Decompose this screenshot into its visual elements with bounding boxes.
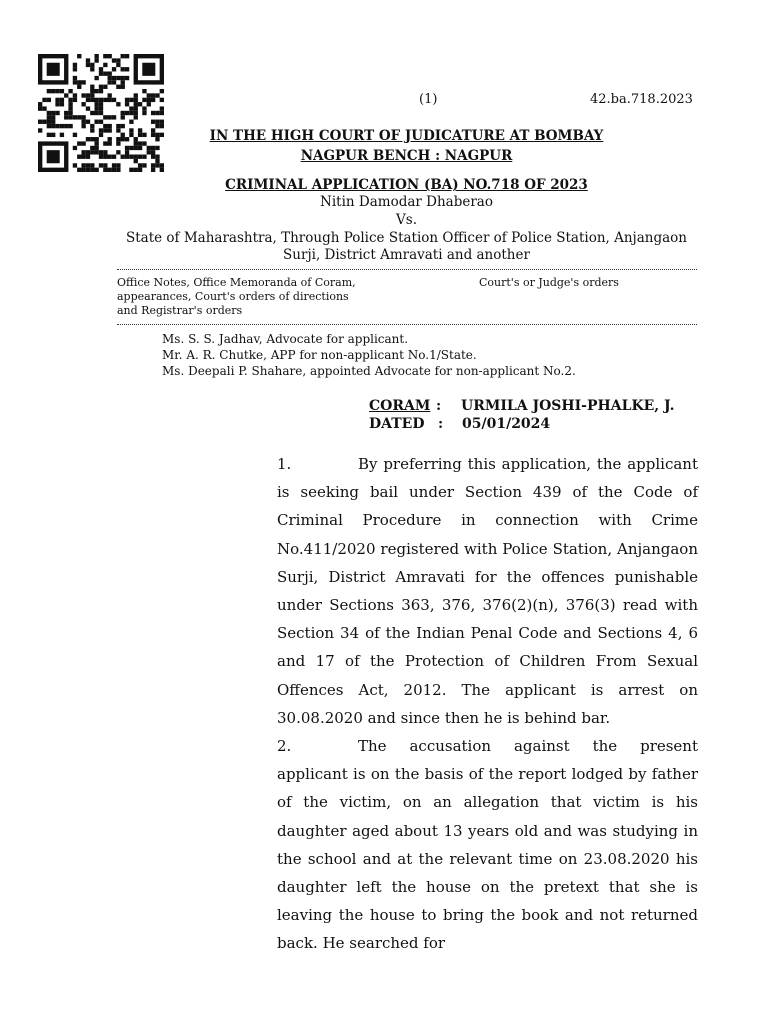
coram-separator: :: [436, 398, 442, 414]
office-notes-heading: [117, 276, 356, 318]
paragraph-number: 2.: [277, 737, 292, 756]
coram-label-text: CORAM: [369, 398, 431, 414]
bench-name: NAGPUR BENCH : NAGPUR: [300, 148, 513, 164]
advocate-line: Ms. Deepali P. Shahare, appointed Advocate for non-applicant No.2.: [162, 364, 576, 378]
dated-label: DATED: [369, 416, 425, 432]
applicant-name: Nitin Damodar Dhaberao: [320, 194, 493, 210]
divider-top: [117, 269, 697, 270]
paragraph: [277, 450, 698, 732]
paragraph-number: 1.: [277, 455, 292, 473]
office-notes-line-3: and Registrar's orders: [117, 304, 243, 317]
order-date: 05/01/2024: [462, 416, 551, 432]
paragraph-text: By preferring this application, the applicant is seeking bail under Section 439 of the Code of Criminal Procedure in connection with Crime No.411/2020 registered with Police Station, Anjangaon Surji, District Amravati for the offences punishable under Sections 363, 376, 376(2)(n), 376(3) read with Section 34 of the Indian Penal Code and Sections 4, 6 and 17 of the Protection of Children From Sexual Offences Act, 2012. The applicant is arrest on 30.08.2020 and since then he is behind bar.: [277, 455, 698, 727]
case-reference: 42.ba.718.2023: [590, 92, 693, 107]
order-body: [277, 450, 698, 958]
dated-separator: :: [438, 416, 444, 432]
versus-label: Vs.: [396, 212, 417, 228]
paragraph: [277, 732, 698, 958]
judge-orders-heading: Court's or Judge's orders: [479, 276, 619, 289]
court-name: IN THE HIGH COURT OF JUDICATURE AT BOMBAY: [209, 128, 604, 144]
paragraph-text: The accusation against the present applicant is on the basis of the report lodged by father of the victim, on an allegation that victim is his daughter aged about 13 years old and was studying in the school and at the relevant time on 23.08.2020 his daughter left the house on the pretext that she is leaving the house to bring the book and not returned back. He searched for: [277, 737, 698, 953]
judge-name: URMILA JOSHI-PHALKE, J.: [461, 398, 675, 414]
office-notes-line-2: appearances, Court's orders of directions: [117, 290, 349, 303]
office-notes-line-1: Office Notes, Office Memoranda of Coram,: [117, 276, 356, 289]
divider-bottom: [117, 324, 697, 325]
page-number: (1): [419, 92, 438, 107]
respondent-line-1: State of Maharashtra, Through Police Station Officer of Police Station, Anjangaon: [126, 230, 687, 246]
coram-label: [369, 398, 430, 414]
advocate-line: Ms. S. S. Jadhav, Advocate for applicant.: [162, 332, 409, 346]
application-title: CRIMINAL APPLICATION (BA) NO.718 OF 2023: [225, 177, 588, 193]
respondent-line-2: Surji, District Amravati and another: [283, 247, 530, 263]
advocate-line: Mr. A. R. Chutke, APP for non-applicant No.1/State.: [162, 348, 477, 362]
